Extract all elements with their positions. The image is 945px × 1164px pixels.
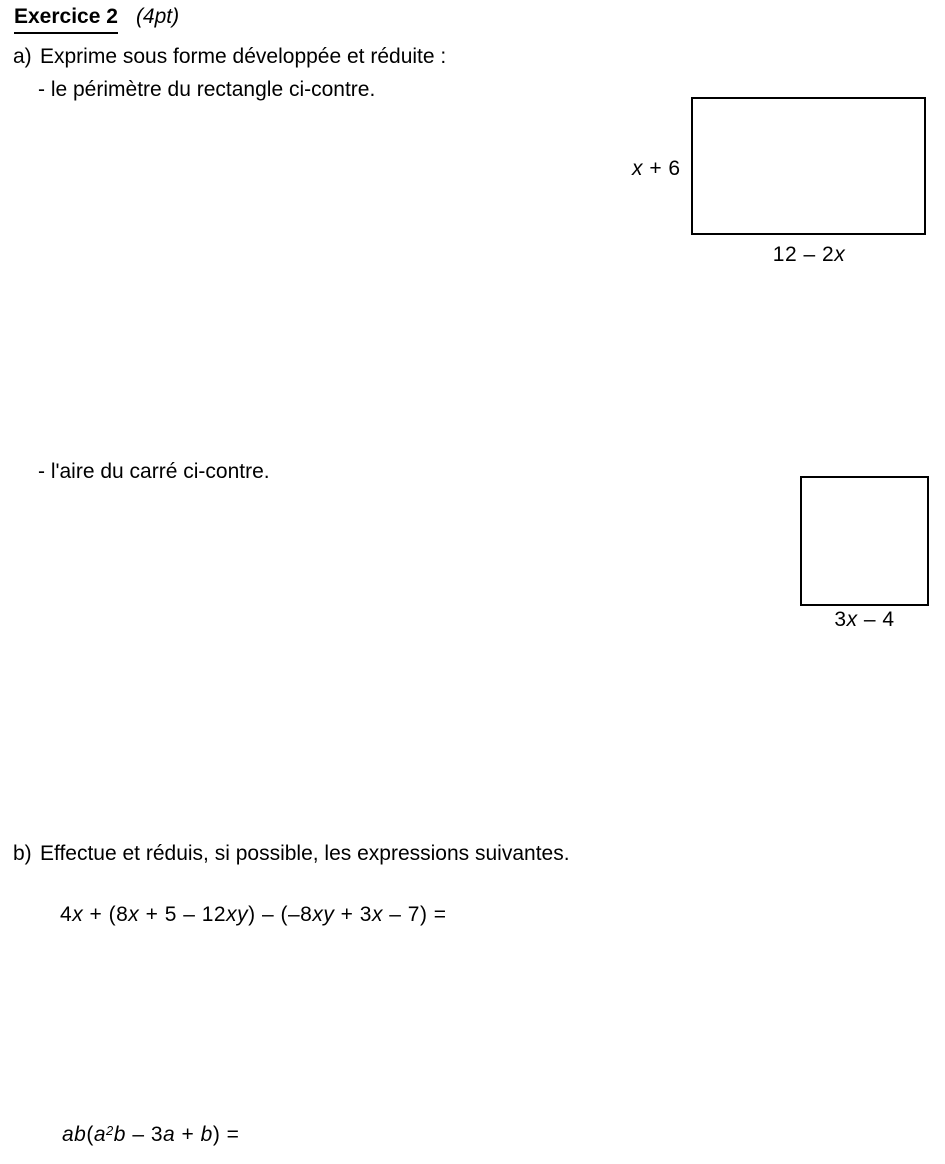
math-segment: a <box>93 1123 107 1146</box>
math-segment: 3 <box>834 608 847 631</box>
math-segment: b <box>200 1123 213 1146</box>
math-segment: x <box>632 157 643 180</box>
area-item-text: - l'aire du carré ci-contre. <box>38 460 270 483</box>
expression-2 <box>62 1122 239 1150</box>
math-segment: 2 <box>106 1122 114 1138</box>
part-a-label: a) <box>13 45 32 68</box>
math-segment: x <box>128 903 140 926</box>
expression-1 <box>60 902 447 928</box>
math-segment: ab <box>62 1123 87 1146</box>
math-segment: 12 – 2 <box>772 243 835 266</box>
math-segment: + <box>175 1123 201 1146</box>
math-segment: + 3 <box>334 903 372 926</box>
square-side-label <box>800 607 929 633</box>
math-segment: x <box>834 243 846 266</box>
rectangle-height-label <box>632 156 680 182</box>
math-segment: + 6 <box>643 157 681 180</box>
exercise-header <box>14 4 179 34</box>
part-b-text: Effectue et réduis, si possible, les expressions suivantes. <box>40 842 570 865</box>
math-segment: x <box>72 903 84 926</box>
math-segment: ) = <box>212 1123 240 1146</box>
math-segment: xy <box>312 903 335 926</box>
math-segment: xy <box>226 903 249 926</box>
math-segment: x <box>846 608 858 631</box>
math-segment: a <box>163 1123 176 1146</box>
part-a-line <box>13 44 446 70</box>
math-segment: b <box>113 1123 126 1146</box>
math-segment: + (8 <box>83 903 129 926</box>
math-segment: ( <box>86 1123 94 1146</box>
perimeter-item-text: - le périmètre du rectangle ci-contre. <box>38 78 376 101</box>
square-figure <box>800 476 929 606</box>
exercise-title: Exercice 2 <box>14 4 118 34</box>
part-a-text: Exprime sous forme développée et réduite : <box>40 45 447 68</box>
math-segment: – 4 <box>857 608 895 631</box>
part-b-label: b) <box>13 842 32 865</box>
math-segment: – 3 <box>125 1123 164 1146</box>
math-segment: x <box>371 903 383 926</box>
part-b-line <box>13 841 570 867</box>
rectangle-figure <box>691 97 926 235</box>
rectangle-width-label <box>768 242 850 268</box>
math-segment: 4 <box>60 903 73 926</box>
math-segment: ) – (–8 <box>248 903 313 926</box>
math-segment: – 7) = <box>382 903 447 926</box>
math-segment: + 5 – 12 <box>139 903 227 926</box>
exercise-points: (4pt) <box>135 5 180 28</box>
